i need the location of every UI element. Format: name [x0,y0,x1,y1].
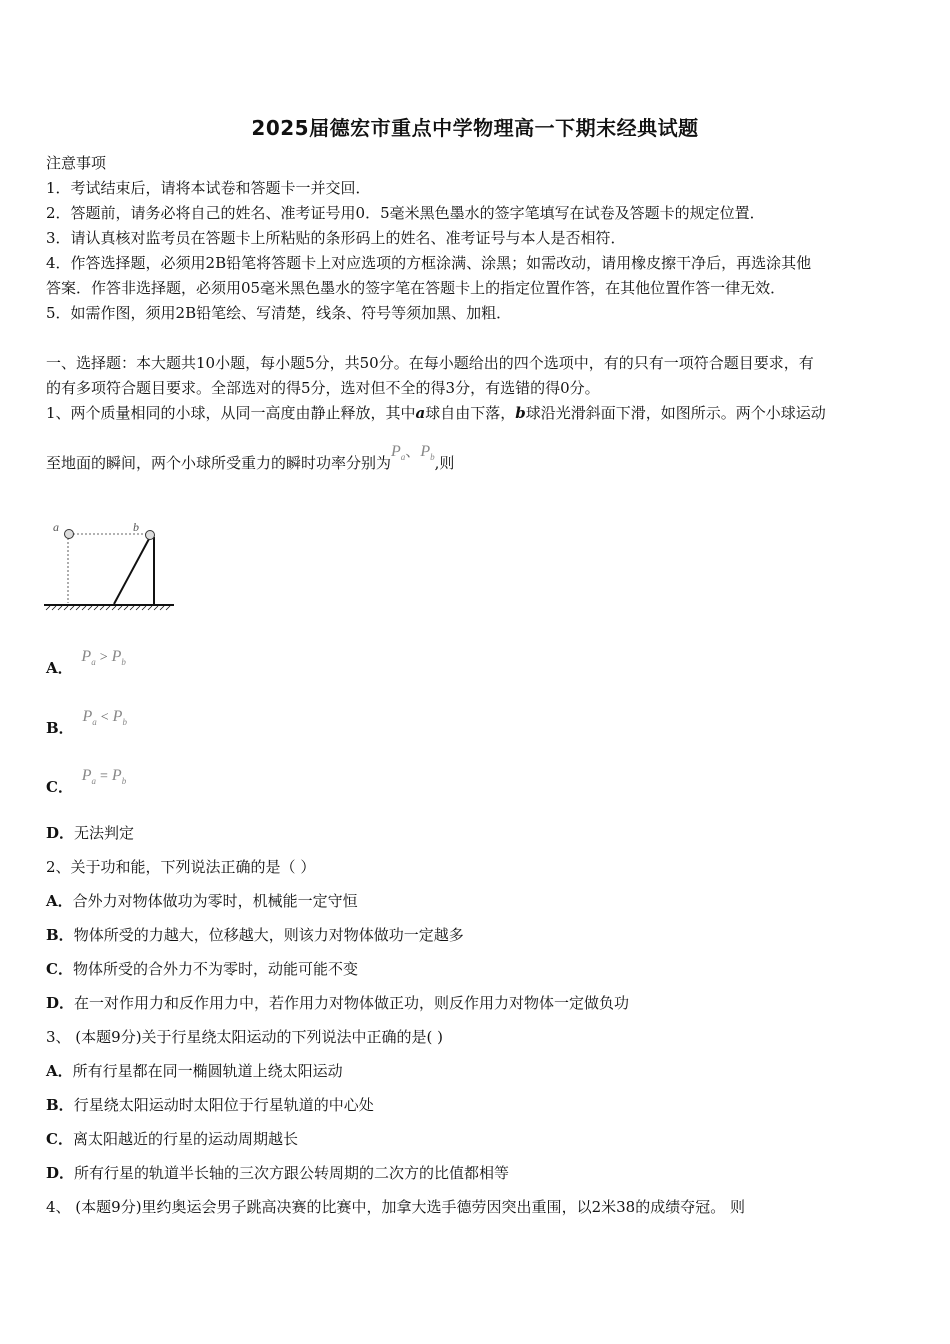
q1-option-c[interactable]: C． $P_a = P_b$ [46,767,127,796]
q2-option-a[interactable]: A．合外力对物体做功为零时，机械能一定守恒 [46,892,358,910]
notice-item: 2．答题前，请务必将自己的姓名、准考证号用0．5毫米黑色墨水的签字笔填写在试卷及答题卡的规定位置． [46,204,765,222]
ball-b-label: b [133,520,139,534]
q3-option-c[interactable]: C．离太阳越近的行星的运动周期越长 [46,1130,298,1148]
question-4-stem: 4、 (本题9分)里约奥运会男子跳高决赛的比赛中，加拿大选手德劳因突出重围，以2米38的成绩夺冠。 则 [46,1198,745,1216]
question-2-stem: 2、关于功和能，下列说法正确的是（ ） [46,858,316,876]
notice-heading: 注意事项 [46,154,107,172]
notice-item: 答案．作答非选择题，必须用05毫米黑色墨水的签字笔在答题卡上的指定位置作答，在其他位置作答一律无效． [46,279,786,297]
section-intro: 的有多项符合题目要求。全部选对的得5分，选对但不全的得3分，有选错的得0分。 [46,379,600,397]
section-intro: 一、选择题：本大题共10小题，每小题5分，共50分。在每小题给出的四个选项中，有的只有一项符合题目要求，有 [46,354,814,372]
q2-option-d[interactable]: D．在一对作用力和反作用力中，若作用力对物体做正功，则反作用力对物体一定做负功 [46,994,630,1012]
q1-option-a[interactable]: A． $P_a > P_b$ [46,648,126,677]
notice-item: 3．请认真核对监考员在答题卡上所粘贴的条形码上的姓名、准考证号与本人是否相符． [46,229,626,247]
question-1-stem-cont: 至地面的瞬间，两个小球所受重力的瞬时功率分别为$P_a$、$P_b$,则 [46,442,455,472]
incline-slope [114,537,150,604]
ground-hatching [46,606,170,610]
q3-option-b[interactable]: B．行星绕太阳运动时太阳位于行星轨道的中心处 [46,1096,374,1114]
question-3-stem: 3、 (本题9分)关于行星绕太阳运动的下列说法中正确的是( ) [46,1028,444,1046]
q1-option-d[interactable]: D．无法判定 [46,824,135,842]
q3-option-d[interactable]: D．所有行星的轨道半长轴的三次方跟公转周期的二次方的比值都相等 [46,1164,510,1182]
notice-item: 5．如需作图，须用2B铅笔绘、写清楚，线条、符号等须加黑、加粗． [46,304,512,322]
ball-a-label: a [53,520,59,534]
ball-a [65,530,74,539]
notice-item: 1．考试结束后，请将本试卷和答题卡一并交回． [46,179,371,197]
q2-option-b[interactable]: B．物体所受的力越大，位移越大，则该力对物体做功一定越多 [46,926,464,944]
incline-figure [44,518,176,614]
ball-b [146,531,155,540]
page-title: 2025届德宏市重点中学物理高一下期末经典试题 [251,116,699,140]
q2-option-c[interactable]: C．物体所受的合外力不为零时，动能可能不变 [46,960,358,978]
q3-option-a[interactable]: A．所有行星都在同一椭圆轨道上绕太阳运动 [46,1062,343,1080]
q1-option-b[interactable]: B． $P_a < P_b$ [46,708,127,737]
power-symbols: $P_a$、$P_b$ [391,442,435,462]
notice-item: 4．作答选择题，必须用2B铅笔将答题卡上对应选项的方框涂满、涂黑；如需改动，请用橡皮擦干净后，再选涂其他 [46,254,812,272]
question-1-stem: 1、两个质量相同的小球，从同一高度由静止释放，其中a球自由下落，b球沿光滑斜面下滑，如图所示。两个小球运动 [46,404,826,422]
